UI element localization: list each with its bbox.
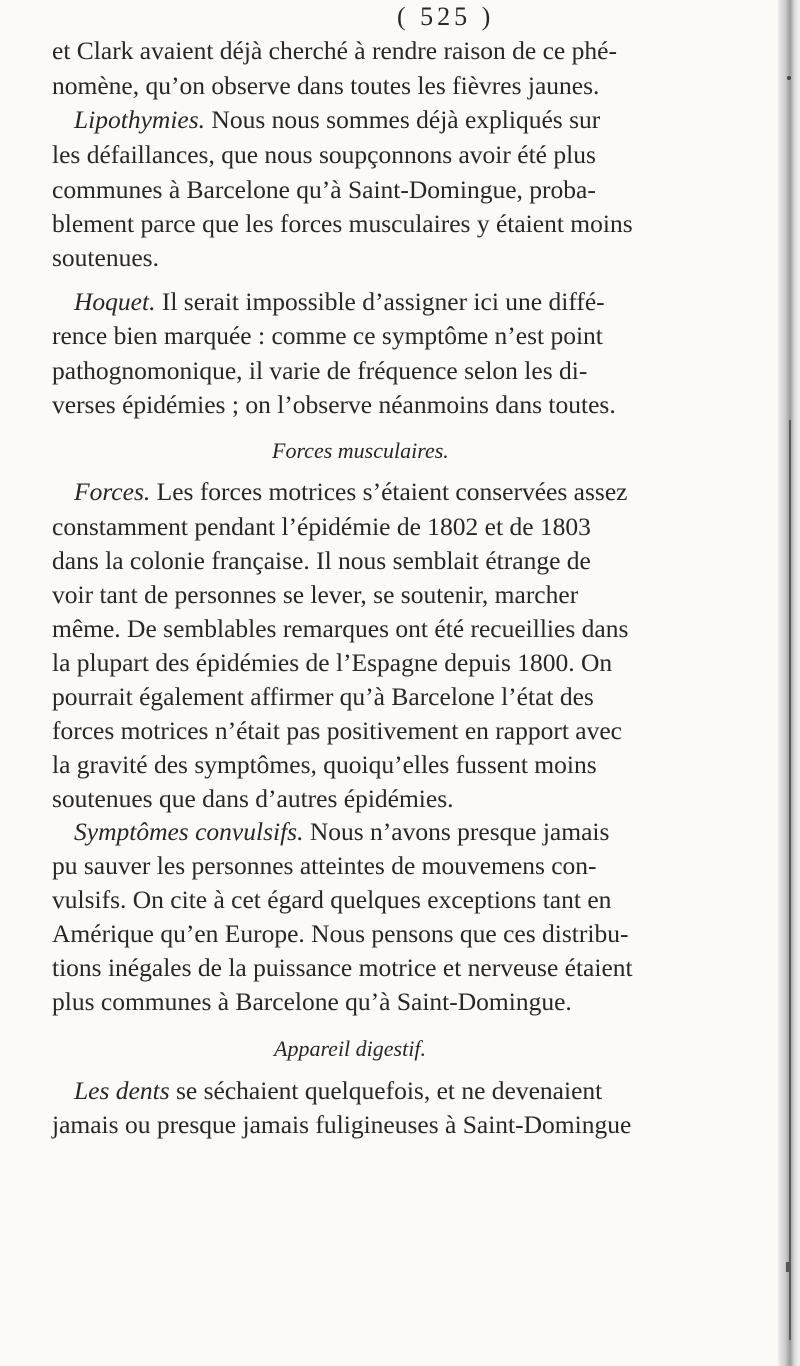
text-line: soutenues. — [52, 243, 159, 272]
term-symptomes-convulsifs: Symptômes convulsifs. — [74, 817, 304, 846]
text-line: verses épidémies ; on l’observe néanmoins dans toutes. — [52, 390, 616, 419]
text-line: la plupart des épidémies de l’Espagne depuis 1800. On — [52, 648, 613, 677]
text-line: jamais ou presque jamais fuligineuses à Saint-Domingue — [52, 1110, 632, 1139]
text-line: Amérique qu’en Europe. Nous pensons que ces distribu- — [52, 919, 629, 948]
paragraph-hoquet: Hoquet. Il serait impossible d’assigner ici une diffé- — [74, 287, 605, 316]
text-line: communes à Barcelone qu’à Saint-Domingue, proba- — [52, 175, 596, 204]
text-line: blement parce que les forces musculaires y étaient moins — [52, 209, 633, 238]
term-forces: Forces. — [74, 477, 151, 506]
book-edge — [778, 0, 800, 1366]
text-line: rence bien marquée : comme ce symptôme n’est point — [52, 321, 603, 350]
term-hoquet: Hoquet. — [74, 287, 156, 316]
text-line: même. De semblables remarques ont été recueillies dans — [52, 614, 629, 643]
paragraph-forces: Forces. Les forces motrices s’étaient conservées assez — [74, 477, 628, 506]
text-line: soutenues que dans d’autres épidémies. — [52, 784, 454, 813]
edge-mark — [787, 76, 791, 80]
text-line: plus communes à Barcelone qu’à Saint-Domingue. — [52, 987, 572, 1016]
text-line: pathognomonique, il varie de fréquence selon les di- — [52, 356, 588, 385]
text-line: forces motrices n’était pas positivement en rapport avec — [52, 716, 622, 745]
text-line: constamment pendant l’épidémie de 1802 et de 1803 — [52, 512, 591, 541]
term-lipothymies: Lipothymies. — [74, 105, 206, 134]
text-line: la gravité des symptômes, quoiqu’elles fussent moins — [52, 750, 597, 779]
text-line: dans la colonie française. Il nous semblait étrange de — [52, 546, 591, 575]
text-line: pu sauver les personnes atteintes de mouvemens con- — [52, 851, 597, 880]
text-line: les défaillances, que nous soupçonnons avoir été plus — [52, 140, 596, 169]
paragraph-dents: Les dents se séchaient quelquefois, et ne devenaient — [74, 1076, 603, 1105]
text-line: tions inégales de la puissance motrice et nerveuse étaient — [52, 953, 633, 982]
edge-line — [789, 420, 791, 1340]
text-line: nomène, qu’on observe dans toutes les fièvres jaunes. — [52, 71, 600, 100]
section-heading-appareil-digestif: Appareil digestif. — [274, 1036, 426, 1061]
section-heading-forces-musculaires: Forces musculaires. — [272, 438, 449, 463]
text-line: et Clark avaient déjà cherché à rendre raison de ce phé- — [52, 36, 617, 65]
term-les-dents: Les dents — [74, 1076, 170, 1105]
text-line: vulsifs. On cite à cet égard quelques exceptions tant en — [52, 885, 612, 914]
page-number: ( 525 ) — [397, 2, 495, 31]
paragraph-symptomes: Symptômes convulsifs. Nous n’avons presque jamais — [74, 817, 610, 846]
paragraph-lipothymies: Lipothymies. Nous nous sommes déjà expliqués sur — [74, 105, 601, 134]
text-line: pourrait également affirmer qu’à Barcelone l’état des — [52, 682, 594, 711]
edge-mark — [786, 1262, 789, 1272]
text-line: voir tant de personnes se lever, se soutenir, marcher — [52, 580, 579, 609]
